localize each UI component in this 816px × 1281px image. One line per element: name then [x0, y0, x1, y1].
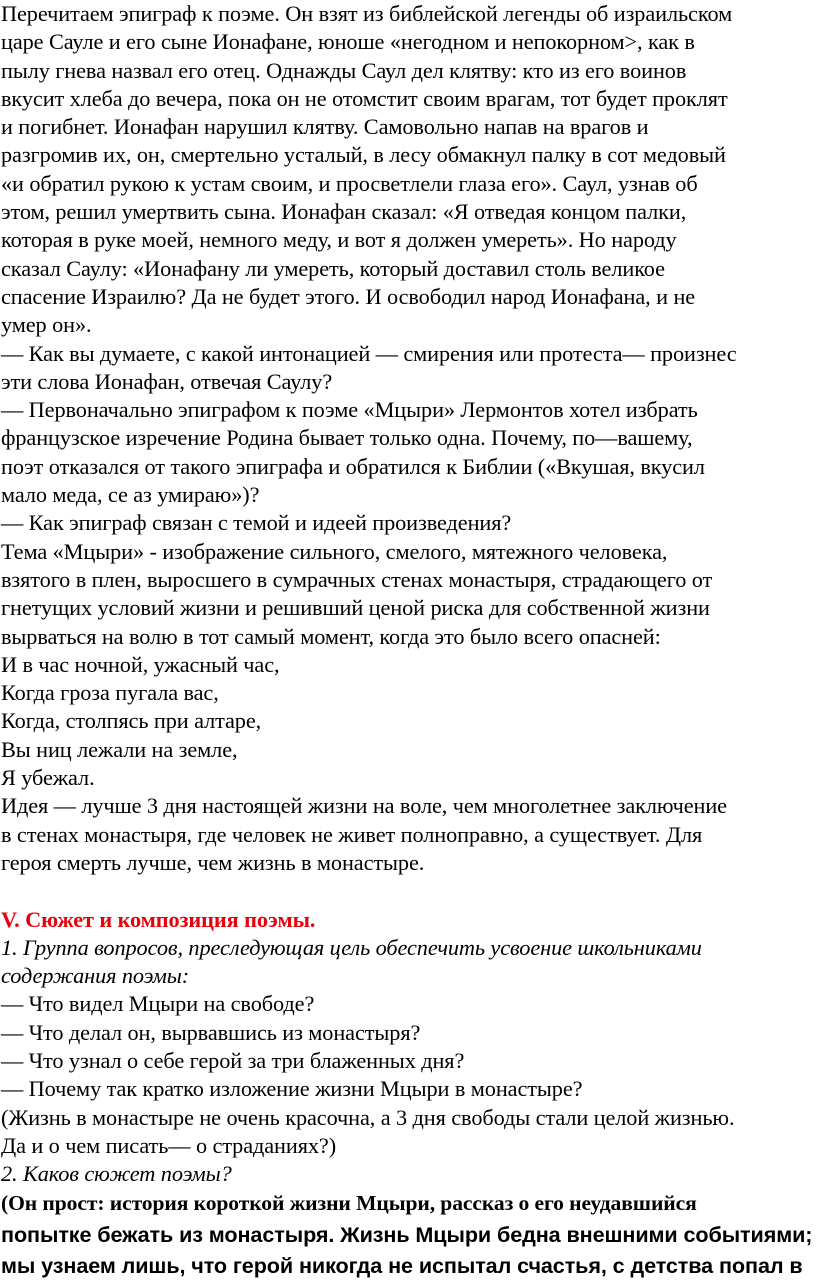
poem-line: Я убежал.	[1, 765, 95, 791]
question-line: (Жизнь в монастыре не очень красочна, а 3 дня свободы стали целой жизнью.	[1, 1104, 735, 1130]
poem-quote	[1, 651, 816, 792]
question-line: поэт отказался от такого эпиграфа и обратился к Библии («Вкушая, вкусил	[1, 453, 705, 479]
question-line: — Что узнал о себе герой за три блаженных дня?	[1, 1047, 465, 1073]
group-intro	[1, 934, 816, 991]
question-line: эти слова Ионафан, отвечая Саулу?	[1, 368, 333, 394]
text-line: взятого в плен, выросшего в сумрачных стенах монастыря, страдающего от	[1, 566, 713, 592]
text-line: спасение Израилю? Да не будет этого. И освободил народ Ионафана, и не	[1, 283, 696, 309]
theme-paragraph	[1, 538, 816, 651]
poem-line: И в час ночной, ужасный час,	[1, 651, 280, 677]
question-line: французское изречение Родина бывает только одна. Почему, по—вашему,	[1, 425, 693, 451]
text-line: умер он».	[1, 312, 92, 338]
text-line: разгромив их, он, смертельно усталый, в лесу обмакнул палку в сот медовый	[1, 142, 726, 168]
epigraph-paragraph	[1, 0, 816, 340]
text-line: вкусит хлеба до вечера, пока он не отомстит своим врагам, тот будет проклят	[1, 85, 728, 111]
paragraph-spacer	[1, 877, 816, 905]
text-line: которая в руке моей, немного меду, и вот я должен умереть». Но народу	[1, 227, 677, 253]
text-line: этом, решил умертвить сына. Ионафан сказал: «Я отведая концом палки,	[1, 199, 687, 225]
question-line: мало меда, се аз умираю»)?	[1, 482, 260, 508]
text-line: пылу гнева назвал его отец. Однажды Саул дел клятву: кто из его воинов	[1, 57, 687, 83]
question-line: — Как вы думаете, с какой интонацией — смирения или протеста— произнес	[1, 340, 737, 366]
text-line: царе Сауле и его сыне Ионафане, юноше «негодном и непокорном>, как в	[1, 29, 695, 55]
text-line: и погибнет. Ионафан нарушил клятву. Самовольно напав на врагов и	[1, 114, 649, 140]
text-line: «и обратил рукою к устам своим, и просветлели глаза его». Саул, узнав об	[1, 170, 698, 196]
question-line: — Почему так кратко изложение жизни Мцыри в монастыре?	[1, 1076, 583, 1102]
question-line: — Первоначально эпиграфом к поэме «Мцыри» Лермонтов хотел избрать	[1, 397, 698, 423]
text-line: Тема «Мцыри» - изображение сильного, смелого, мятежного человека,	[1, 538, 668, 564]
idea-paragraph	[1, 792, 816, 877]
epigraph-questions	[1, 340, 816, 538]
poem-line: Когда, столпясь при алтаре,	[1, 708, 262, 734]
text-line: в стенах монастыря, где человек не живет полноправно, а существует. Для	[1, 821, 703, 847]
answer-line: (Он прост: история короткой жизни Мцыри, рассказ о его неудавшийся	[1, 1191, 697, 1216]
italic-line: содержания поэмы:	[1, 963, 190, 989]
plot-questions	[1, 990, 816, 1160]
poem-line: Когда гроза пугала вас,	[1, 680, 219, 706]
plot-answer	[1, 1188, 816, 1281]
poem-line: Вы ниц лежали на земле,	[1, 736, 238, 762]
section-heading: V. Сюжет и композиция поэмы.	[1, 906, 316, 932]
question-line: Да и о чем писать— о страданиях?)	[1, 1132, 337, 1158]
question-line: — Что делал он, вырвавшись из монастыря?	[1, 1019, 421, 1045]
text-line: героя смерть лучше, чем жизнь в монастыре.	[1, 849, 425, 875]
plot-question: 2. Каков сюжет поэмы?	[1, 1161, 232, 1187]
question-line: — Что видел Мцыри на свободе?	[1, 991, 315, 1017]
text-line: гнетущих условий жизни и решивший ценой риска для собственной жизни	[1, 595, 710, 621]
text-line: вырваться на волю в тот самый момент, когда это было всего опасней:	[1, 623, 661, 649]
italic-line: 1. Группа вопросов, преследующая цель обеспечить усвоение школьниками	[1, 934, 702, 960]
question-line: — Как эпиграф связан с темой и идеей произведения?	[1, 510, 512, 536]
answer-line: мы узнаем лишь, что герой никогда не испытал счастья, с детства попал в	[1, 1253, 803, 1279]
text-line: Перечитаем эпиграф к поэме. Он взят из библейской легенды об израильском	[1, 1, 733, 26]
text-line: сказал Саулу: «Ионафану ли умереть, который доставил столь великое	[1, 255, 665, 281]
answer-line: попытке бежать из монастыря. Жизнь Мцыри бедна внешними событиями;	[1, 1222, 813, 1248]
text-line: Идея — лучше 3 дня настоящей жизни на воле, чем многолетнее заключение	[1, 793, 727, 819]
